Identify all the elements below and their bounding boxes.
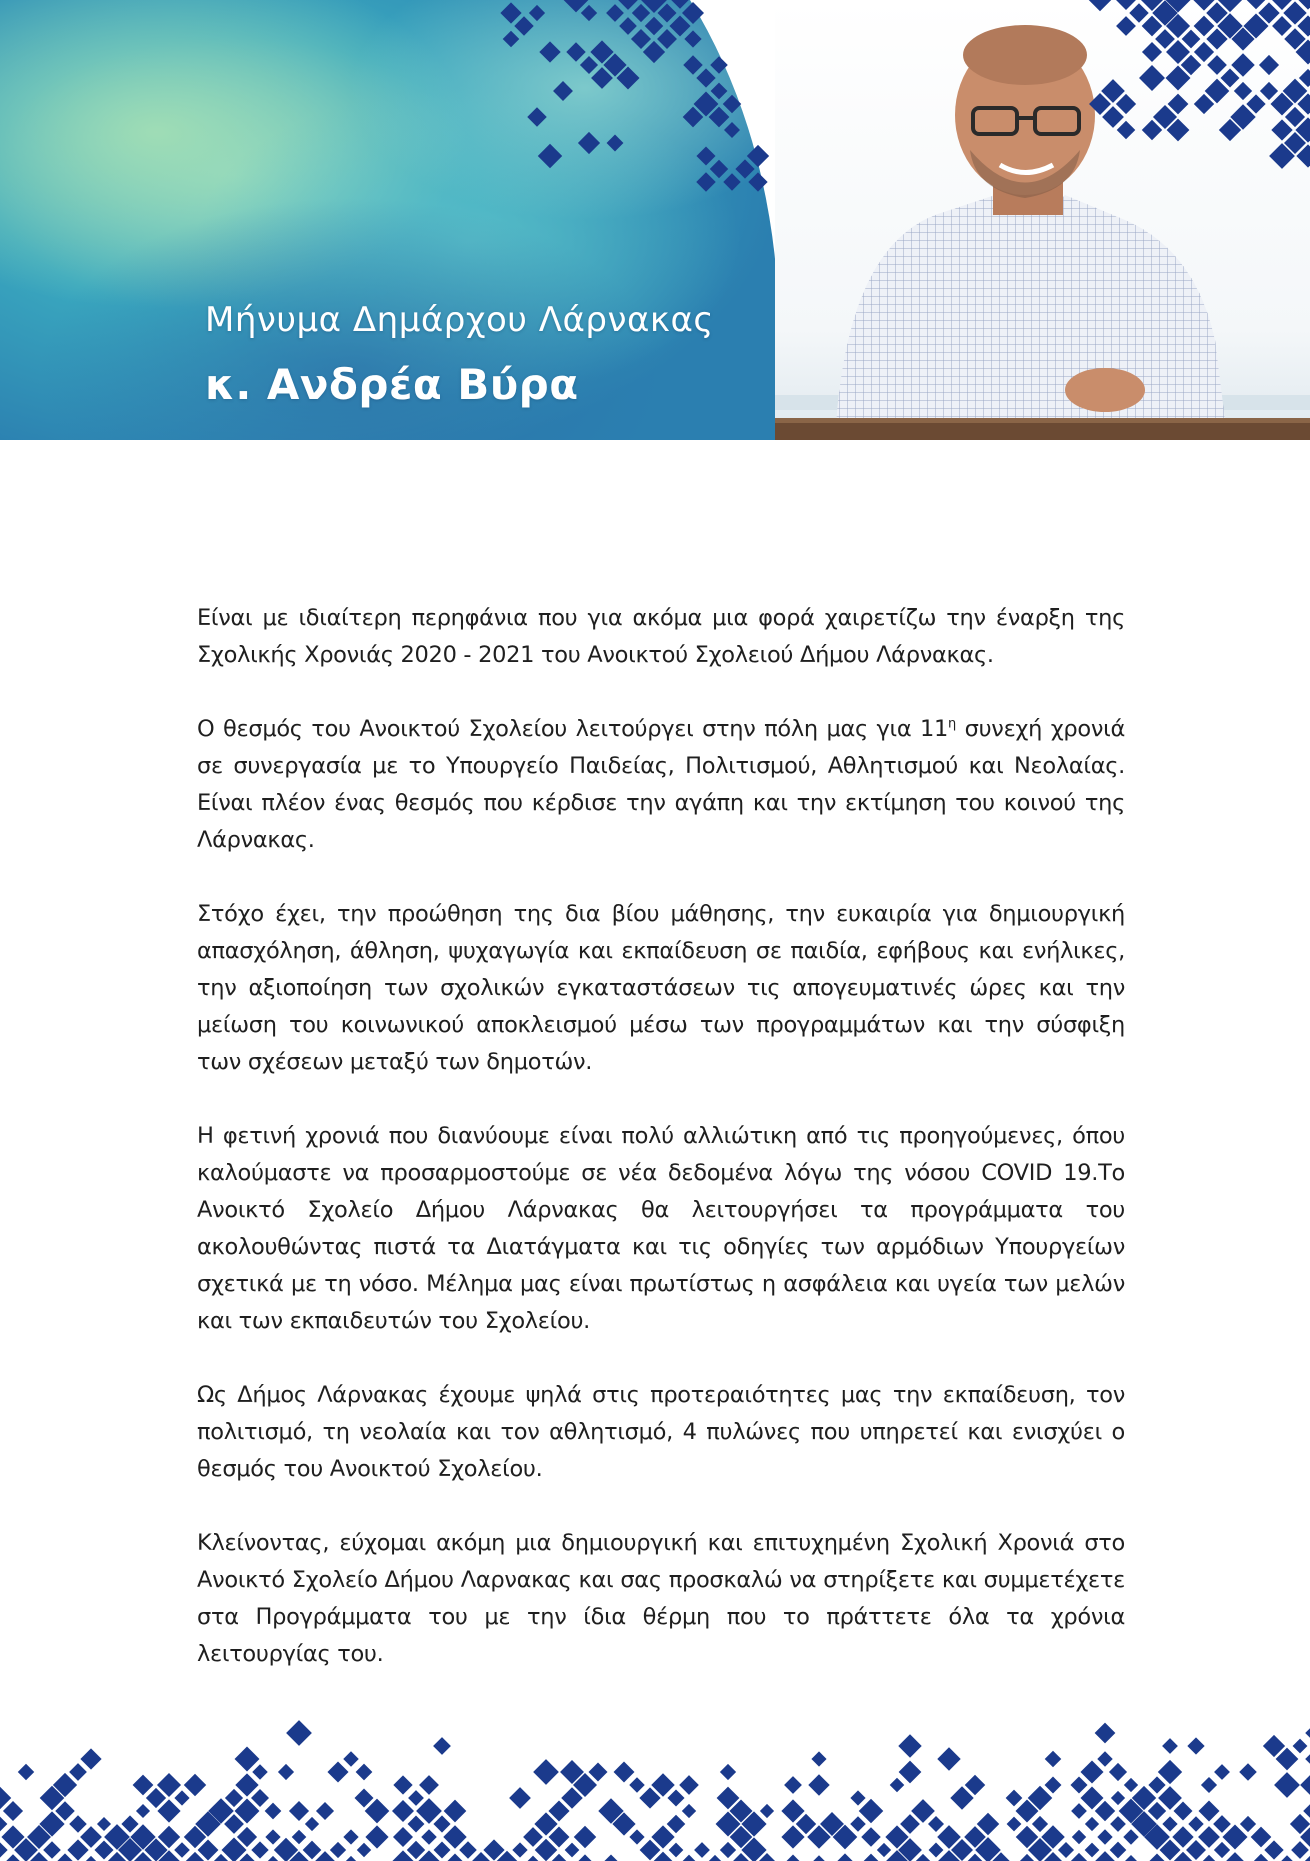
diamond-shape	[1147, 1853, 1166, 1861]
diamond-shape	[0, 1842, 8, 1857]
diamond-shape	[682, 1804, 696, 1818]
diamond-shape	[707, 1855, 723, 1861]
diamond-shape	[235, 1773, 258, 1796]
diamond-shape	[1080, 1760, 1103, 1783]
diamond-shape	[278, 1764, 294, 1780]
diamond-shape	[1305, 1725, 1310, 1741]
diamond-shape	[292, 1830, 307, 1845]
diamond-shape	[1224, 1852, 1246, 1861]
diamond-shape	[1007, 1817, 1022, 1832]
diamond-shape	[937, 1747, 960, 1770]
diamond-shape	[251, 1841, 268, 1858]
diamond-shape	[1199, 1801, 1220, 1822]
diamond-shape	[174, 1842, 190, 1858]
diamond-shape	[629, 1777, 644, 1792]
diamond-shape	[1097, 1829, 1112, 1844]
diamond-shape	[251, 1789, 269, 1807]
diamond-shape	[629, 1829, 644, 1844]
diamond-shape	[1110, 1816, 1126, 1832]
diamond-shape	[1173, 1801, 1192, 1820]
diamond-shape	[602, 1854, 619, 1861]
diamond-shape	[443, 1825, 466, 1848]
diamond-shape	[929, 1843, 944, 1858]
diamond-shape	[393, 1775, 412, 1794]
diamond-shape	[343, 1751, 358, 1766]
diamond-shape	[899, 1761, 922, 1784]
diamond-shape	[1213, 1815, 1231, 1833]
diamond-shape	[444, 1800, 467, 1823]
diamond-shape	[1111, 1791, 1125, 1805]
diamond-shape	[720, 1764, 736, 1780]
diamond-shape	[1303, 1801, 1310, 1821]
paragraph-2-start: Ο θεσμός του Ανοικτού Σχολείου λειτούργει στην πόλη μας για 11	[197, 716, 949, 742]
diamond-shape	[1085, 1817, 1099, 1831]
diamond-shape	[97, 1817, 111, 1831]
mayor-name: κ. Ανδρέα Βύρα	[205, 360, 579, 409]
diamond-shape	[265, 1803, 282, 1820]
diamond-shape	[1110, 1842, 1127, 1859]
diamond-shape	[862, 1854, 881, 1861]
diamond-shape	[1264, 1840, 1283, 1859]
diamond-shape	[898, 1734, 921, 1757]
diamond-shape	[1201, 1777, 1217, 1793]
diamond-shape	[890, 1778, 905, 1793]
diamond-shape	[811, 1855, 827, 1861]
diamond-shape	[393, 1827, 413, 1847]
paragraph-4: Η φετινή χρονιά που διανύουμε είναι πολύ αλλιώτικη από τις προηγούμενες, όπου καλούμαστε να προσαρμοστούμε σε νέα δεδομένα λόγω της νόσου COVID 19.Το Ανοικτό Σχολείο Δήμου Λάρνακας θα λειτουργήσει τα προγράμματα του ακολουθώντας πιστά τα Διατάγματα και τις οδηγίες των αρμόδιων Υπουργείων σχετικά με τη νόσο. Μέλημα μας είναι πρωτίστως η ασφάλεια και υγεία των μελών και των εκπαιδευτών του Σχολείου.	[197, 1123, 1125, 1334]
paragraph-2-end: συνεχή χρονιά σε συνεργασία με το Υπουργείο Παιδείας, Πολιτισμού, Αθλητισμού και Νεολαίας. Είναι πλέον ένας θεσμός που κέρδισε την αγάπη και την εκτίμηση του κοινού της Λάρνακας.	[197, 716, 1125, 853]
diamond-shape	[928, 1816, 944, 1832]
diamond-shape	[1069, 1853, 1089, 1861]
diamond-shape	[286, 1720, 312, 1746]
diamond-shape	[392, 1800, 414, 1822]
diamond-shape	[433, 1737, 451, 1755]
ordinal-suffix: η	[948, 716, 956, 732]
diamond-shape	[808, 1774, 829, 1795]
diamond-shape	[4, 1854, 22, 1861]
diamond-shape	[266, 1856, 280, 1861]
diamond-shape	[69, 1763, 87, 1781]
diamond-shape	[55, 1853, 74, 1861]
diamond-shape	[1085, 1843, 1100, 1858]
diamond-shape	[136, 1804, 150, 1818]
diamond-shape	[1058, 1842, 1074, 1858]
diamond-shape	[576, 1854, 593, 1861]
diamond-shape	[1186, 1840, 1206, 1860]
diamond-shape	[667, 1789, 684, 1806]
diamond-shape	[1070, 1776, 1087, 1793]
diamond-shape	[526, 1856, 541, 1861]
diamond-shape	[1198, 1826, 1220, 1848]
diamond-shape	[1162, 1816, 1177, 1831]
diamond-shape	[900, 1814, 920, 1834]
diamond-shape	[67, 1839, 88, 1860]
diamond-shape	[0, 1817, 7, 1832]
diamond-shape	[1124, 1778, 1138, 1792]
diamond-shape	[1109, 1763, 1127, 1781]
diamond-shape	[69, 1815, 87, 1833]
header-banner	[0, 0, 1310, 440]
diamond-shape	[1305, 1751, 1310, 1767]
diamond-shape	[1291, 1841, 1309, 1859]
diamond-shape	[1148, 1776, 1165, 1793]
diamond-shape	[252, 1764, 267, 1779]
diamond-shape	[1251, 1827, 1272, 1848]
diamond-shape	[434, 1842, 451, 1859]
diamond-shape	[679, 1775, 699, 1795]
diamond-shape	[877, 1843, 891, 1857]
paragraph-3: Στόχο έχει, την προώθηση της δια βίου μάθησης, την ευκαιρία για δημιουργική απασχόληση, άθληση, ψυχαγωγία και εκπαίδευση σε παιδία, εφήβους και ενήλικες, την αξιοποίηση των σχολικών εγκαταστάσεων τις απογευματινές ώρες και την μείωση του κοινωνικού αποκλεισμού μέσω των προγραμμάτων και την σύσφιξη των σχέσεων μεταξύ των δημοτών.	[197, 901, 1125, 1075]
diamond-shape	[509, 1787, 531, 1809]
diamond-shape	[667, 1815, 686, 1834]
diamond-shape	[3, 1801, 23, 1821]
diamond-shape	[174, 1790, 189, 1805]
diamond-shape	[365, 1825, 388, 1848]
diamond-shape	[445, 1853, 464, 1861]
paragraph-5: Ως Δήμος Λάρνακας έχουμε ψηλά στις προτεραιότητες μας την εκπαίδευση, τον πολιτισμό, τη νεολαία και τον αθλητισμό, 4 πυλώνες που υπηρετεί και ενισχύει ο θεσμός του Ανοικτού Σχολείου.	[197, 1382, 1125, 1482]
diamond-shape	[694, 1842, 710, 1858]
diamond-shape	[1214, 1764, 1230, 1780]
paragraph-1: Είναι με ιδιαίτερη περηφάνια που για ακόμα μια φορά χαιρετίζω την έναρξη της Σχολικής Χρονιάς 2020 - 2021 του Ανοικτού Σχολειού Δήμου Λάρνακας.	[197, 605, 1125, 668]
diamond-shape	[419, 1775, 439, 1795]
diamond-shape	[785, 1855, 802, 1861]
diamond-shape	[1006, 1790, 1023, 1807]
diamond-shape	[316, 1802, 334, 1820]
diamond-shape	[720, 1842, 736, 1858]
diamond-shape	[1095, 1801, 1115, 1821]
diamond-shape	[1214, 1842, 1230, 1858]
diamond-shape	[327, 1761, 348, 1782]
diamond-shape	[1172, 1826, 1193, 1847]
diamond-shape	[1097, 1751, 1112, 1766]
diamond-shape	[133, 1775, 154, 1796]
diamond-shape	[303, 1841, 322, 1860]
diamond-shape	[357, 1843, 371, 1857]
diamond-shape	[1148, 1802, 1166, 1820]
diamond-shape	[614, 1762, 635, 1783]
diamond-shape	[835, 1853, 854, 1861]
paragraph-6: Κλείνοντας, εύχομαι ακόμη μια δημιουργική και επιτυχημένη Σχολική Χρονιά στο Ανοικτό Σχολείο Δήμου Λαρνακας και σας προσκαλώ να στηρίξετε και συμμετέχετε στα Προγράμματα του με την ίδια θέρμη που το πράττετε όλα τα χρόνια λειτουργίας του.	[197, 1530, 1125, 1667]
diamond-shape	[523, 1827, 543, 1847]
diamond-shape	[1293, 1739, 1308, 1754]
diamond-shape	[1188, 1816, 1203, 1831]
diamond-shape	[1045, 1777, 1062, 1794]
message-body	[197, 600, 1125, 1710]
diamond-shape	[512, 1842, 527, 1857]
diamond-shape	[1240, 1816, 1256, 1832]
diamond-shape	[408, 1816, 425, 1833]
diamond-shape	[1071, 1803, 1087, 1819]
diamond-shape	[533, 1759, 559, 1785]
diamond-shape	[459, 1841, 477, 1859]
diamond-shape	[121, 1815, 138, 1832]
diamond-shape	[669, 1843, 684, 1858]
message-title: Μήνυμα Δημάρχου Λάρνακας	[205, 300, 714, 340]
diamond-shape	[433, 1815, 450, 1832]
diamond-shape	[1162, 1738, 1178, 1754]
diamond-shape	[1158, 1760, 1182, 1784]
diamond-shape	[1279, 1855, 1294, 1861]
paragraph-2	[197, 711, 1125, 859]
footer-diamond-pattern	[0, 1720, 1310, 1861]
diamond-shape	[265, 1829, 280, 1844]
diamond-shape	[344, 1856, 358, 1861]
diamond-shape	[565, 1843, 580, 1858]
diamond-shape	[1300, 1772, 1310, 1798]
diamond-shape	[235, 1747, 260, 1772]
diamond-shape	[184, 1774, 206, 1796]
diamond-shape	[1123, 1829, 1138, 1844]
diamond-shape	[1274, 1772, 1300, 1798]
diamond-shape	[574, 1826, 597, 1849]
diamond-shape	[1239, 1763, 1257, 1781]
mayor-photo	[775, 0, 1310, 440]
diamond-shape	[80, 1748, 101, 1769]
diamond-shape	[1072, 1830, 1086, 1844]
diamond-shape	[588, 1762, 607, 1781]
diamond-shape	[681, 1855, 698, 1861]
diamond-shape	[1032, 1816, 1048, 1832]
diamond-shape	[330, 1842, 346, 1858]
diamond-shape	[408, 1790, 424, 1806]
diamond-shape	[859, 1799, 884, 1824]
diamond-shape	[225, 1789, 243, 1807]
diamond-shape	[1252, 1854, 1270, 1861]
diamond-shape	[811, 1751, 826, 1766]
diamond-shape	[1123, 1855, 1139, 1861]
diamond-shape	[421, 1829, 437, 1845]
diamond-shape	[343, 1829, 358, 1844]
diamond-shape	[354, 1788, 373, 1807]
diamond-shape	[80, 1826, 102, 1848]
diamond-shape	[1201, 1855, 1217, 1861]
diamond-shape	[850, 1790, 865, 1805]
diamond-shape	[550, 1854, 568, 1861]
diamond-shape	[43, 1841, 61, 1859]
diamond-shape	[1095, 1723, 1116, 1744]
diamond-shape	[84, 1856, 98, 1861]
diamond-shape	[356, 1764, 373, 1781]
diamond-shape	[198, 1840, 219, 1861]
diamond-shape	[289, 1801, 309, 1821]
diamond-shape	[760, 1804, 774, 1818]
diamond-shape	[407, 1841, 425, 1859]
diamond-shape	[1045, 1751, 1062, 1768]
diamond-shape	[784, 1776, 802, 1794]
diamond-shape	[305, 1817, 319, 1831]
diamond-shape	[18, 1764, 34, 1780]
diamond-shape	[861, 1827, 880, 1846]
diamond-shape	[1187, 1737, 1204, 1754]
diamond-shape	[850, 1816, 866, 1832]
